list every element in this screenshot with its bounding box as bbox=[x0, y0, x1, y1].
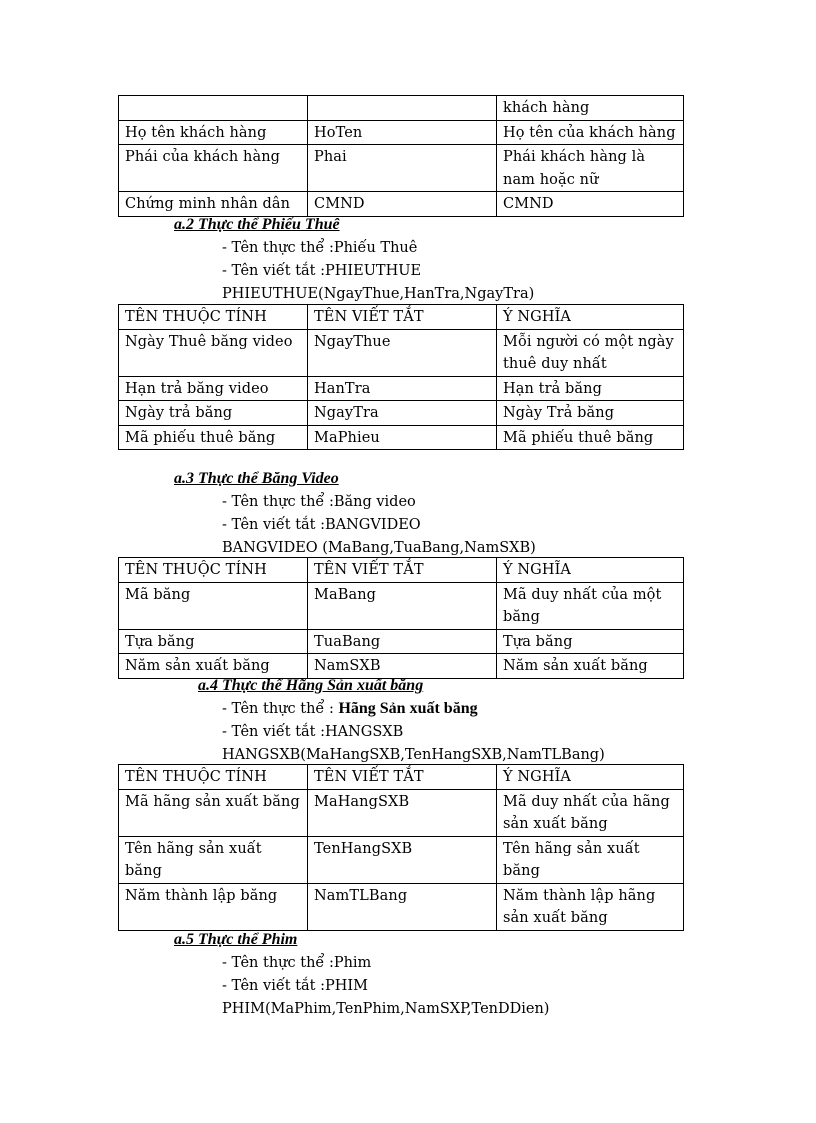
bang-video-attributes-table bbox=[118, 557, 684, 679]
table-cell: Họ tên của khách hàng bbox=[497, 120, 684, 145]
section-heading-phieu-thue: a.2 Thực thể Phiếu Thuê bbox=[174, 216, 340, 233]
table-cell: Mã phiếu thuê băng bbox=[119, 425, 308, 450]
table-cell bbox=[308, 96, 497, 121]
table-cell: CMND bbox=[308, 192, 497, 217]
table-cell: Tựa băng bbox=[119, 629, 308, 654]
table-cell: MaHangSXB bbox=[308, 789, 497, 836]
table-cell: Năm sản xuất băng bbox=[497, 654, 684, 679]
table-cell: Phai bbox=[308, 145, 497, 192]
table-cell: MaPhieu bbox=[308, 425, 497, 450]
table-cell: Mã phiếu thuê băng bbox=[497, 425, 684, 450]
table-header-cell: TÊN VIẾT TẮT bbox=[308, 305, 497, 330]
table-cell: khách hàng bbox=[497, 96, 684, 121]
entity-schema-line: HANGSXB(MaHangSXB,TenHangSXB,NamTLBang) bbox=[222, 747, 605, 763]
table-cell: TenHangSXB bbox=[308, 836, 497, 883]
table-row bbox=[119, 654, 684, 679]
table-cell: NamSXB bbox=[308, 654, 497, 679]
table-cell: Mã hãng sản xuất băng bbox=[119, 789, 308, 836]
table-row bbox=[119, 96, 684, 121]
table-cell: Ngày trả băng bbox=[119, 401, 308, 426]
table-cell: Phái của khách hàng bbox=[119, 145, 308, 192]
entity-abbr-line: - Tên viết tắt :HANGSXB bbox=[222, 724, 404, 740]
table-row bbox=[119, 145, 684, 192]
table-row bbox=[119, 883, 684, 930]
table-row bbox=[119, 192, 684, 217]
phieu-thue-attributes-table bbox=[118, 304, 684, 450]
table-cell: MaBang bbox=[308, 582, 497, 629]
table-row bbox=[119, 582, 684, 629]
table-cell bbox=[119, 96, 308, 121]
table-header-cell: Ý NGHĨA bbox=[497, 765, 684, 790]
table-header-cell: TÊN VIẾT TẮT bbox=[308, 558, 497, 583]
table-cell: Năm sản xuất băng bbox=[119, 654, 308, 679]
table-row bbox=[119, 425, 684, 450]
entity-schema-line: PHIEUTHUE(NgayThue,HanTra,NgayTra) bbox=[222, 286, 535, 302]
entity-abbr-line: - Tên viết tắt :BANGVIDEO bbox=[222, 517, 421, 533]
table-cell: Họ tên khách hàng bbox=[119, 120, 308, 145]
table-row bbox=[119, 789, 684, 836]
table-cell: NgayTra bbox=[308, 401, 497, 426]
table-header-cell: Ý NGHĨA bbox=[497, 305, 684, 330]
table-cell: NamTLBang bbox=[308, 883, 497, 930]
table-cell: Tên hãng sản xuất băng bbox=[497, 836, 684, 883]
table-header-cell: TÊN THUỘC TÍNH bbox=[119, 558, 308, 583]
table-row bbox=[119, 401, 684, 426]
table-row bbox=[119, 376, 684, 401]
table-cell: Mã duy nhất của một băng bbox=[497, 582, 684, 629]
table-header-cell: Ý NGHĨA bbox=[497, 558, 684, 583]
table-cell: Tên hãng sản xuất băng bbox=[119, 836, 308, 883]
table-cell: Năm thành lập băng bbox=[119, 883, 308, 930]
table-header-cell: TÊN VIẾT TẮT bbox=[308, 765, 497, 790]
hang-sxb-attributes-table bbox=[118, 764, 684, 931]
entity-abbr-line: - Tên viết tắt :PHIEUTHUE bbox=[222, 263, 422, 279]
entity-name-line bbox=[222, 699, 478, 719]
table-cell: Mỗi người có một ngày thuê duy nhất bbox=[497, 329, 684, 376]
table-row bbox=[119, 629, 684, 654]
table-header-row bbox=[119, 558, 684, 583]
entity-name-prefix: - Tên thực thể : bbox=[222, 701, 339, 717]
table-row bbox=[119, 329, 684, 376]
entity-abbr-line: - Tên viết tắt :PHIM bbox=[222, 978, 368, 994]
table-header-row bbox=[119, 305, 684, 330]
table-cell: HoTen bbox=[308, 120, 497, 145]
table-header-cell: TÊN THUỘC TÍNH bbox=[119, 305, 308, 330]
table-cell: Hạn trả băng video bbox=[119, 376, 308, 401]
entity-schema-line: PHIM(MaPhim,TenPhim,NamSXP,TenDDien) bbox=[222, 1001, 550, 1017]
table-header-row bbox=[119, 765, 684, 790]
entity-name-bold: Hãng Sản xuất băng bbox=[338, 700, 478, 717]
section-heading-hang-sxb: a.4 Thực thể Hãng Sản xuất băng bbox=[198, 677, 424, 694]
entity-schema-line: BANGVIDEO (MaBang,TuaBang,NamSXB) bbox=[222, 540, 536, 556]
table-cell: Ngày Thuê băng video bbox=[119, 329, 308, 376]
table-cell: Mã băng bbox=[119, 582, 308, 629]
section-heading-bang-video: a.3 Thực thể Băng Video bbox=[174, 470, 339, 487]
table-cell: Năm thành lập hãng sản xuất băng bbox=[497, 883, 684, 930]
entity-name-line: - Tên thực thể :Phiếu Thuê bbox=[222, 240, 418, 256]
entity-name-line: - Tên thực thể :Phim bbox=[222, 955, 372, 971]
customer-attributes-table bbox=[118, 95, 684, 217]
section-heading-phim: a.5 Thực thể Phim bbox=[174, 931, 298, 948]
table-cell: HanTra bbox=[308, 376, 497, 401]
table-header-cell: TÊN THUỘC TÍNH bbox=[119, 765, 308, 790]
table-cell: Hạn trả băng bbox=[497, 376, 684, 401]
table-cell: Ngày Trả băng bbox=[497, 401, 684, 426]
table-cell: CMND bbox=[497, 192, 684, 217]
table-cell: NgayThue bbox=[308, 329, 497, 376]
table-row bbox=[119, 120, 684, 145]
table-row bbox=[119, 836, 684, 883]
table-cell: TuaBang bbox=[308, 629, 497, 654]
table-cell: Phái khách hàng là nam hoặc nữ bbox=[497, 145, 684, 192]
table-cell: Tựa băng bbox=[497, 629, 684, 654]
table-cell: Chứng minh nhân dân bbox=[119, 192, 308, 217]
table-cell: Mã duy nhất của hãng sản xuất băng bbox=[497, 789, 684, 836]
entity-name-line: - Tên thực thể :Băng video bbox=[222, 494, 416, 510]
